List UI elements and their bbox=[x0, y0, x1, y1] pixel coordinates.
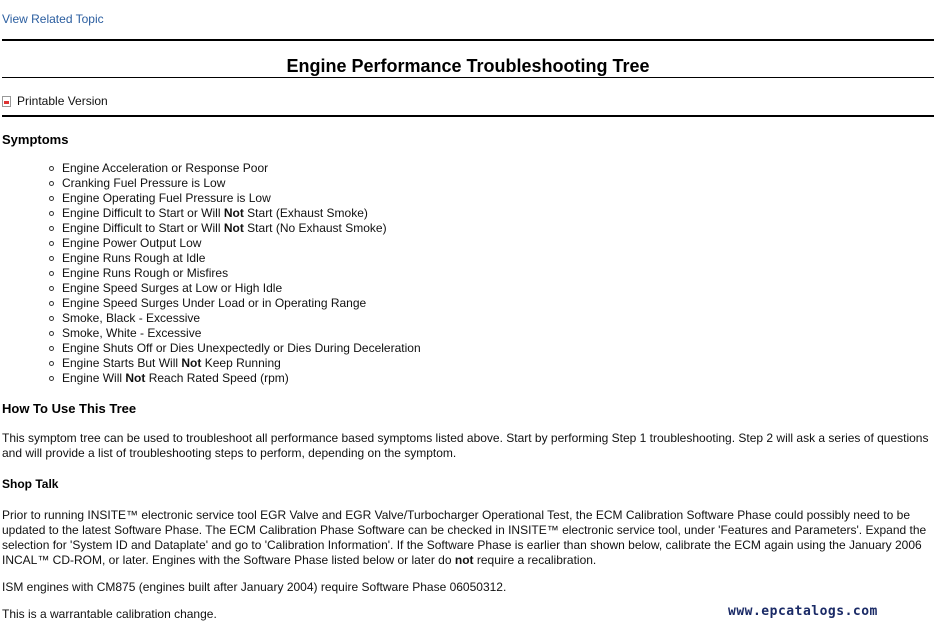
symptom-item: Engine Operating Fuel Pressure is Low bbox=[62, 191, 421, 206]
top-divider bbox=[2, 39, 934, 41]
symptom-item: Engine Runs Rough at Idle bbox=[62, 251, 421, 266]
symptom-list bbox=[0, 161, 421, 386]
shop-talk-heading: Shop Talk bbox=[2, 477, 59, 491]
symptom-item: Engine Difficult to Start or Will Not Start (Exhaust Smoke) bbox=[62, 206, 421, 221]
view-related-topic-link[interactable]: View Related Topic bbox=[2, 12, 104, 26]
symptom-item: Engine Difficult to Start or Will Not Start (No Exhaust Smoke) bbox=[62, 221, 421, 236]
printable-version-link[interactable] bbox=[2, 94, 108, 108]
symptom-item: Cranking Fuel Pressure is Low bbox=[62, 176, 421, 191]
how-to-text: This symptom tree can be used to troubleshoot all performance based symptoms listed above. Start by performing Step 1 troubleshooting. Step 2 will ask a series of questions and will provide a list of troubleshooting steps to perform, depending on the symptom. bbox=[2, 431, 929, 460]
printable-divider bbox=[2, 115, 934, 117]
symptom-item: Engine Starts But Will Not Keep Running bbox=[62, 356, 421, 371]
symptom-item: Smoke, Black - Excessive bbox=[62, 311, 421, 326]
printable-version-label: Printable Version bbox=[17, 94, 108, 108]
symptom-item: Engine Will Not Reach Rated Speed (rpm) bbox=[62, 371, 421, 386]
symptoms-heading: Symptoms bbox=[2, 132, 69, 147]
symptom-item: Engine Speed Surges at Low or High Idle bbox=[62, 281, 421, 296]
ism-engines-text: ISM engines with CM875 (engines built after January 2004) require Software Phase 06050312. bbox=[2, 580, 507, 594]
symptom-item: Engine Power Output Low bbox=[62, 236, 421, 251]
shop-talk-text: Prior to running INSITE™ electronic service tool EGR Valve and EGR Valve/Turbocharger Operational Test, the ECM Calibration Software Phase could possibly need to be updated to the latest Software Phase. The ECM Calibration Phase Software can be checked in INSITE™ electronic service tool, under 'Features and Parameters'. Expand the selection for 'System ID and Dataplate' and go to 'Calibration Information'. If the Software Phase is earlier than shown below, calibrate the ECM again using the January 2006 INCAL™ CD-ROM, or later. Engines with the Software Phase listed below or later do not require a recalibration. bbox=[2, 508, 927, 567]
warranty-text: This is a warrantable calibration change. bbox=[2, 607, 217, 621]
symptom-item: Engine Speed Surges Under Load or in Operating Range bbox=[62, 296, 421, 311]
page-title: Engine Performance Troubleshooting Tree bbox=[286, 56, 650, 76]
watermark: www.epcatalogs.com bbox=[728, 604, 878, 619]
symptom-item: Engine Runs Rough or Misfires bbox=[62, 266, 421, 281]
symptom-item: Engine Shuts Off or Dies Unexpectedly or Dies During Deceleration bbox=[62, 341, 421, 355]
how-to-heading: How To Use This Tree bbox=[2, 401, 137, 416]
symptom-item: Engine Acceleration or Response Poor bbox=[62, 161, 421, 176]
symptom-item: Smoke, White - Excessive bbox=[62, 326, 421, 341]
title-divider bbox=[2, 77, 934, 78]
pdf-icon bbox=[2, 96, 11, 107]
